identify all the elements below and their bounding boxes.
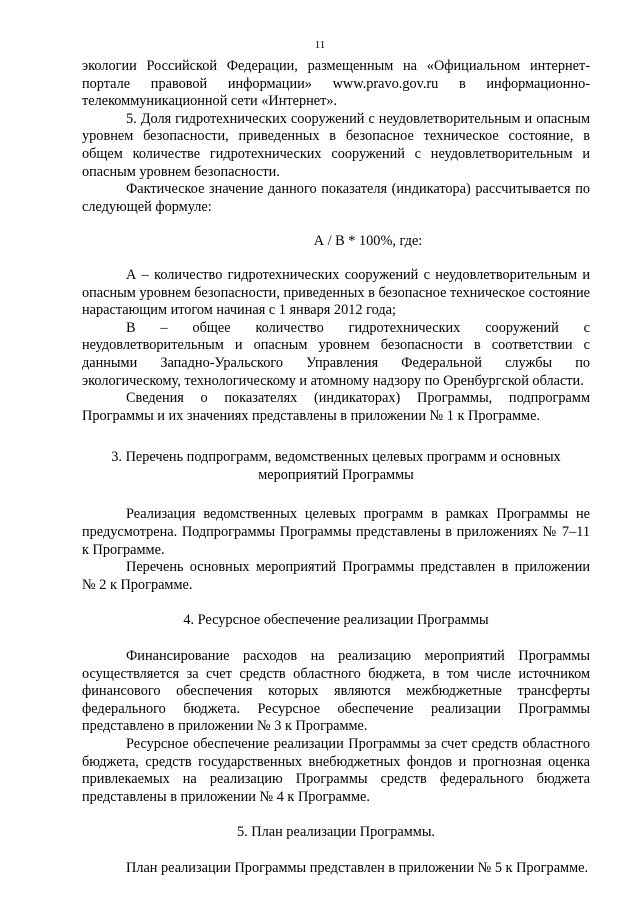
paragraph-indicators-info: Сведения о показателях (индикаторах) Программы, подпрограмм Программы и их значениях представлены в приложении № 1 к Программе. [82,390,590,424]
section-heading-5: 5. План реализации Программы. [236,824,436,841]
formula: А / В * 100%, где: [313,233,423,250]
paragraph-resource-support: Ресурсное обеспечение реализации Программы за счет средств областного бюджета, средств государственных внебюджетных фондов и прогнозная оценка привлекаемых на реализацию Программы средств федерального бюджета представлены в приложении № 4 к Программе. [82,736,590,805]
paragraph-financing: Финансирование расходов на реализацию мероприятий Программы осуществляется за счет средств областного бюджета, в том числе источником финансового обеспечения которых являются межбюджетные трансферты федерального бюджета. Ресурсное обеспечение реализации Программы представлено в приложении № 3 к Программе. [82,648,590,735]
paragraph-main-activities: Перечень основных мероприятий Программы представлен в приложении № 2 к Программе. [82,559,590,593]
section-heading-4: 4. Ресурсное обеспечение реализации Программы [183,612,489,629]
paragraph-definition-a: А – количество гидротехнических сооружений с неудовлетворительным и опасным уровнем безопасности, приведенных в безопасное техническое состояние нарастающим итогом начиная с 1 января 2012 года; [82,266,590,319]
paragraph-definition-b: В – общее количество гидротехнических сооружений с неудовлетворительным и опасным уровнем безопасности в соответствии с данными Западно-Уральского Управления Федеральной службы по экологическому, технологическому и атомному надзору по Оренбургской области. [82,319,590,389]
paragraph-1: экологии Российской Федерации, размещенным на «Официальном интернет-портале правовой информации» www.pravo.gov.ru в информационно-телекоммуникационной сети «Интернет». [82,58,590,110]
paragraph-formula-intro: Фактическое значение данного показателя (индикатора) рассчитывается по следующей формуле: [82,181,590,215]
document-body [82,58,590,878]
section-heading-3: 3. Перечень подпрограмм, ведомственных целевых программ и основных мероприятий Программы [111,449,561,483]
paragraph-implementation-plan: План реализации Программы представлен в приложении № 5 к Программе. [126,859,589,876]
paragraph-subprograms: Реализация ведомственных целевых программ в рамках Программы не предусмотрена. Подпрограммы Программы представлены в приложениях № 7–11 к Программе. [82,506,590,558]
page-number: 11 [314,39,326,51]
paragraph-indicator-5: 5. Доля гидротехнических сооружений с неудовлетворительным и опасным уровнем безопасности, приведенных в безопасное техническое состояние, в общем количестве гидротехнических сооружений с неудовлетворительным и опасным уровнем безопасности. [82,110,590,180]
